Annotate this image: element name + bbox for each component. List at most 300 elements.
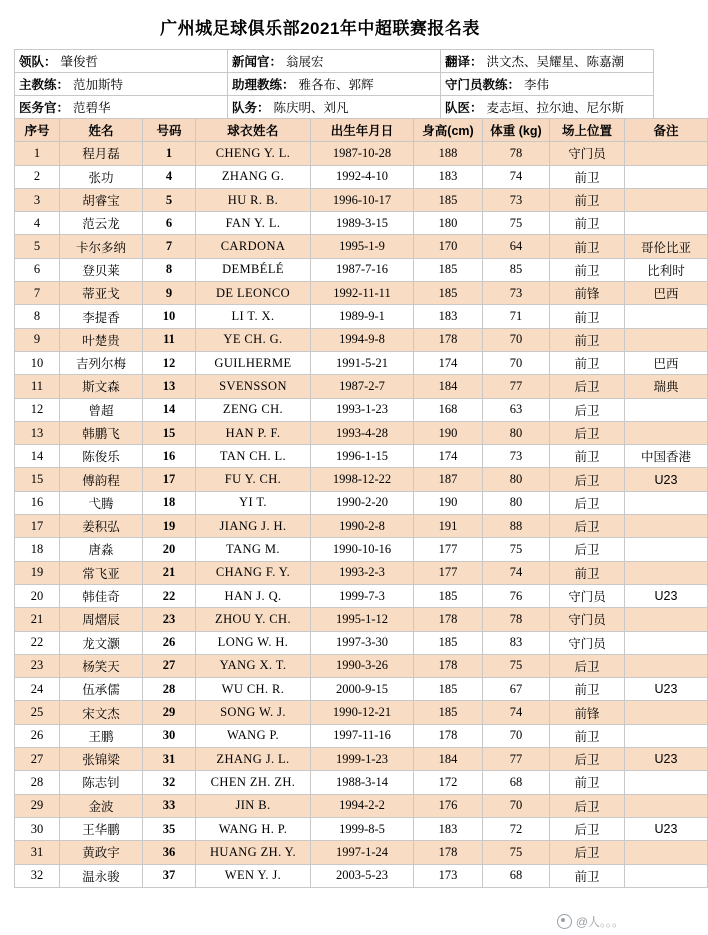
cell-name: 张功: [60, 165, 143, 188]
cell-note: U23: [625, 817, 708, 840]
staff-value: 范加斯特: [73, 78, 124, 92]
cell-number: 31: [143, 748, 196, 771]
cell-weight: 77: [483, 375, 550, 398]
cell-number: 28: [143, 678, 196, 701]
cell-note: 巴西: [625, 351, 708, 374]
cell-name: 陈俊乐: [60, 445, 143, 468]
table-row: [15, 282, 708, 305]
cell-index: 6: [15, 258, 60, 281]
staff-cell: [15, 50, 228, 73]
cell-number: 16: [143, 445, 196, 468]
table-row: [15, 771, 708, 794]
cell-weight: 76: [483, 584, 550, 607]
cell-position: 前卫: [550, 165, 625, 188]
cell-weight: 68: [483, 771, 550, 794]
table-row: [15, 212, 708, 235]
staff-value: 肇俊哲: [60, 55, 99, 69]
cell-position: 前卫: [550, 351, 625, 374]
cell-index: 12: [15, 398, 60, 421]
cell-height: 178: [414, 724, 483, 747]
roster-header-row: [15, 119, 708, 142]
table-row: [15, 142, 708, 165]
cell-position: 后卫: [550, 538, 625, 561]
cell-position: 前卫: [550, 235, 625, 258]
table-row: [15, 305, 708, 328]
cell-weight: 63: [483, 398, 550, 421]
cell-index: 17: [15, 515, 60, 538]
cell-height: 185: [414, 701, 483, 724]
cell-position: 后卫: [550, 398, 625, 421]
cell-name: 弋腾: [60, 491, 143, 514]
cell-name: 吉列尔梅: [60, 351, 143, 374]
table-row: [15, 375, 708, 398]
cell-dob: 1997-1-24: [311, 841, 414, 864]
column-header-note: 备注: [625, 119, 708, 142]
cell-position: 前锋: [550, 701, 625, 724]
cell-name: 程月磊: [60, 142, 143, 165]
cell-number: 23: [143, 608, 196, 631]
cell-number: 6: [143, 212, 196, 235]
cell-height: 172: [414, 771, 483, 794]
cell-dob: 1987-2-7: [311, 375, 414, 398]
cell-name: 登贝莱: [60, 258, 143, 281]
staff-label: 医务官：: [19, 101, 70, 115]
cell-index: 26: [15, 724, 60, 747]
cell-weight: 80: [483, 421, 550, 444]
cell-dob: 1991-5-21: [311, 351, 414, 374]
staff-cell: [15, 73, 228, 96]
cell-height: 185: [414, 631, 483, 654]
cell-number: 21: [143, 561, 196, 584]
cell-weight: 67: [483, 678, 550, 701]
cell-index: 18: [15, 538, 60, 561]
table-row: [15, 468, 708, 491]
column-header-position: 场上位置: [550, 119, 625, 142]
cell-note: 比利时: [625, 258, 708, 281]
cell-index: 7: [15, 282, 60, 305]
cell-position: 后卫: [550, 748, 625, 771]
cell-height: 168: [414, 398, 483, 421]
cell-number: 18: [143, 491, 196, 514]
table-row: [15, 421, 708, 444]
roster-table: [14, 118, 708, 888]
staff-label: 队医：: [445, 101, 483, 115]
cell-dob: 1993-2-3: [311, 561, 414, 584]
cell-position: 后卫: [550, 654, 625, 677]
cell-weight: 88: [483, 515, 550, 538]
cell-dob: 1989-9-1: [311, 305, 414, 328]
cell-shirtname: HUANG ZH. Y.: [196, 841, 311, 864]
cell-shirtname: WANG H. P.: [196, 817, 311, 840]
cell-position: 后卫: [550, 375, 625, 398]
cell-position: 前卫: [550, 188, 625, 211]
staff-label: 领队：: [19, 55, 57, 69]
cell-height: 180: [414, 212, 483, 235]
staff-cell: [441, 96, 654, 119]
cell-height: 177: [414, 561, 483, 584]
cell-name: 唐淼: [60, 538, 143, 561]
cell-index: 31: [15, 841, 60, 864]
cell-note: [625, 188, 708, 211]
cell-height: 191: [414, 515, 483, 538]
staff-value: 范碧华: [73, 101, 111, 115]
staff-cell: [441, 73, 654, 96]
cell-note: [625, 398, 708, 421]
cell-number: 5: [143, 188, 196, 211]
cell-index: 22: [15, 631, 60, 654]
cell-height: 183: [414, 165, 483, 188]
staff-value: 麦志垣、拉尔迪、尼尔斯: [486, 101, 625, 115]
cell-dob: 1992-11-11: [311, 282, 414, 305]
cell-note: 瑞典: [625, 375, 708, 398]
cell-shirtname: CARDONA: [196, 235, 311, 258]
cell-number: 32: [143, 771, 196, 794]
cell-number: 19: [143, 515, 196, 538]
cell-height: 183: [414, 305, 483, 328]
cell-index: 13: [15, 421, 60, 444]
staff-label: 守门员教练：: [445, 78, 521, 92]
cell-number: 15: [143, 421, 196, 444]
cell-dob: 1997-3-30: [311, 631, 414, 654]
cell-note: [625, 515, 708, 538]
cell-height: 187: [414, 468, 483, 491]
cell-dob: 1992-4-10: [311, 165, 414, 188]
cell-height: 185: [414, 584, 483, 607]
cell-shirtname: YANG X. T.: [196, 654, 311, 677]
cell-name: 温永骏: [60, 864, 143, 887]
cell-height: 176: [414, 794, 483, 817]
cell-weight: 74: [483, 561, 550, 584]
cell-index: 9: [15, 328, 60, 351]
staff-value: 洪文杰、吴耀星、陈嘉潮: [486, 55, 625, 69]
cell-note: U23: [625, 468, 708, 491]
cell-index: 23: [15, 654, 60, 677]
staff-value: 雅各布、郭辉: [298, 78, 374, 92]
cell-dob: 1993-4-28: [311, 421, 414, 444]
staff-label: 翻译：: [445, 55, 483, 69]
cell-index: 3: [15, 188, 60, 211]
cell-shirtname: GUILHERME: [196, 351, 311, 374]
staff-label: 主教练：: [19, 78, 70, 92]
cell-weight: 74: [483, 701, 550, 724]
cell-name: 斯文森: [60, 375, 143, 398]
table-row: [15, 165, 708, 188]
cell-weight: 80: [483, 491, 550, 514]
cell-index: 24: [15, 678, 60, 701]
cell-shirtname: TAN CH. L.: [196, 445, 311, 468]
staff-cell: [228, 96, 441, 119]
cell-number: 7: [143, 235, 196, 258]
cell-height: 184: [414, 748, 483, 771]
cell-number: 13: [143, 375, 196, 398]
cell-index: 20: [15, 584, 60, 607]
cell-note: [625, 538, 708, 561]
cell-dob: 1996-1-15: [311, 445, 414, 468]
cell-dob: 2003-5-23: [311, 864, 414, 887]
cell-height: 178: [414, 328, 483, 351]
staff-cell: [228, 50, 441, 73]
cell-shirtname: YI T.: [196, 491, 311, 514]
cell-position: 前卫: [550, 561, 625, 584]
cell-shirtname: HU R. B.: [196, 188, 311, 211]
cell-position: 前卫: [550, 445, 625, 468]
cell-height: 185: [414, 258, 483, 281]
cell-shirtname: DE LEONCO: [196, 282, 311, 305]
cell-number: 8: [143, 258, 196, 281]
cell-number: 35: [143, 817, 196, 840]
cell-dob: 1990-2-8: [311, 515, 414, 538]
cell-name: 周熠辰: [60, 608, 143, 631]
cell-number: 29: [143, 701, 196, 724]
cell-index: 5: [15, 235, 60, 258]
cell-position: 前卫: [550, 328, 625, 351]
table-row: [15, 817, 708, 840]
column-header-number: 号码: [143, 119, 196, 142]
cell-note: [625, 701, 708, 724]
cell-index: 19: [15, 561, 60, 584]
table-row: [15, 235, 708, 258]
cell-note: 哥伦比亚: [625, 235, 708, 258]
cell-note: [625, 142, 708, 165]
cell-name: 王鹏: [60, 724, 143, 747]
table-row: [15, 351, 708, 374]
table-row: [15, 678, 708, 701]
cell-weight: 77: [483, 748, 550, 771]
cell-position: 前卫: [550, 864, 625, 887]
cell-name: 胡睿宝: [60, 188, 143, 211]
cell-note: [625, 631, 708, 654]
cell-index: 14: [15, 445, 60, 468]
cell-weight: 70: [483, 724, 550, 747]
cell-name: 姜积弘: [60, 515, 143, 538]
cell-dob: 1995-1-12: [311, 608, 414, 631]
cell-number: 33: [143, 794, 196, 817]
cell-number: 22: [143, 584, 196, 607]
table-row: [15, 608, 708, 631]
cell-note: [625, 328, 708, 351]
table-row: [15, 841, 708, 864]
cell-position: 前卫: [550, 724, 625, 747]
cell-weight: 75: [483, 841, 550, 864]
cell-shirtname: CHEN ZH. ZH.: [196, 771, 311, 794]
cell-name: 韩鹏飞: [60, 421, 143, 444]
cell-name: 张锦梁: [60, 748, 143, 771]
cell-shirtname: WU CH. R.: [196, 678, 311, 701]
roster-header: [15, 119, 708, 142]
cell-note: U23: [625, 584, 708, 607]
roster-body: [15, 142, 708, 888]
cell-position: 后卫: [550, 421, 625, 444]
table-row: [15, 701, 708, 724]
cell-shirtname: JIANG J. H.: [196, 515, 311, 538]
table-row: [15, 328, 708, 351]
cell-note: [625, 165, 708, 188]
staff-value: 陈庆明、刘凡: [273, 101, 349, 115]
table-row: [15, 258, 708, 281]
cell-dob: 1990-10-16: [311, 538, 414, 561]
cell-weight: 85: [483, 258, 550, 281]
column-header-dob: 出生年月日: [311, 119, 414, 142]
cell-shirtname: TANG M.: [196, 538, 311, 561]
cell-height: 174: [414, 445, 483, 468]
cell-weight: 72: [483, 817, 550, 840]
cell-shirtname: YE CH. G.: [196, 328, 311, 351]
staff-cell: [15, 96, 228, 119]
table-row: [15, 654, 708, 677]
staff-cell: [441, 50, 654, 73]
cell-height: 184: [414, 375, 483, 398]
cell-position: 守门员: [550, 631, 625, 654]
cell-index: 16: [15, 491, 60, 514]
cell-note: [625, 724, 708, 747]
cell-shirtname: CHANG F. Y.: [196, 561, 311, 584]
cell-weight: 70: [483, 351, 550, 374]
cell-shirtname: JIN B.: [196, 794, 311, 817]
cell-name: 常飞亚: [60, 561, 143, 584]
staff-table: [14, 49, 654, 119]
cell-index: 30: [15, 817, 60, 840]
table-row: [15, 398, 708, 421]
cell-weight: 70: [483, 794, 550, 817]
cell-name: 陈志钊: [60, 771, 143, 794]
table-row: [15, 631, 708, 654]
cell-shirtname: HAN P. F.: [196, 421, 311, 444]
cell-name: 金波: [60, 794, 143, 817]
cell-height: 185: [414, 282, 483, 305]
cell-dob: 1999-1-23: [311, 748, 414, 771]
cell-index: 27: [15, 748, 60, 771]
table-row: [15, 538, 708, 561]
cell-position: 后卫: [550, 817, 625, 840]
cell-position: 前锋: [550, 282, 625, 305]
cell-note: 中国香港: [625, 445, 708, 468]
cell-dob: 1988-3-14: [311, 771, 414, 794]
cell-height: 190: [414, 421, 483, 444]
cell-index: 4: [15, 212, 60, 235]
cell-height: 185: [414, 188, 483, 211]
cell-position: 后卫: [550, 468, 625, 491]
cell-note: [625, 421, 708, 444]
cell-weight: 78: [483, 608, 550, 631]
cell-note: [625, 491, 708, 514]
page-title: 广州城足球俱乐部2021年中超联赛报名表: [160, 19, 480, 38]
cell-index: 29: [15, 794, 60, 817]
cell-shirtname: ZENG CH.: [196, 398, 311, 421]
cell-position: 后卫: [550, 841, 625, 864]
cell-weight: 75: [483, 654, 550, 677]
cell-name: 王华鹏: [60, 817, 143, 840]
table-row: [15, 794, 708, 817]
cell-height: 178: [414, 841, 483, 864]
cell-position: 前卫: [550, 305, 625, 328]
table-row: [15, 561, 708, 584]
cell-dob: 1989-3-15: [311, 212, 414, 235]
cell-index: 21: [15, 608, 60, 631]
staff-table-body: [15, 50, 654, 119]
table-row: [15, 748, 708, 771]
cell-name: 曾超: [60, 398, 143, 421]
cell-number: 30: [143, 724, 196, 747]
cell-dob: 1999-8-5: [311, 817, 414, 840]
table-row: [15, 515, 708, 538]
staff-row: [15, 96, 654, 119]
cell-position: 后卫: [550, 491, 625, 514]
cell-weight: 73: [483, 188, 550, 211]
cell-weight: 75: [483, 538, 550, 561]
cell-note: 巴西: [625, 282, 708, 305]
cell-name: 宋文杰: [60, 701, 143, 724]
table-row: [15, 445, 708, 468]
cell-note: U23: [625, 678, 708, 701]
cell-height: 170: [414, 235, 483, 258]
cell-dob: 1987-7-16: [311, 258, 414, 281]
cell-dob: 1999-7-3: [311, 584, 414, 607]
cell-dob: 1993-1-23: [311, 398, 414, 421]
cell-name: 龙文灏: [60, 631, 143, 654]
cell-dob: 1987-10-28: [311, 142, 414, 165]
cell-note: U23: [625, 748, 708, 771]
cell-number: 17: [143, 468, 196, 491]
cell-index: 25: [15, 701, 60, 724]
cell-shirtname: ZHANG J. L.: [196, 748, 311, 771]
cell-dob: 1994-9-8: [311, 328, 414, 351]
cell-shirtname: SONG W. J.: [196, 701, 311, 724]
cell-shirtname: SVENSSON: [196, 375, 311, 398]
cell-note: [625, 608, 708, 631]
column-header-height: 身高(cm): [414, 119, 483, 142]
cell-name: 伍承儒: [60, 678, 143, 701]
cell-number: 37: [143, 864, 196, 887]
cell-position: 守门员: [550, 584, 625, 607]
cell-index: 15: [15, 468, 60, 491]
table-row: [15, 864, 708, 887]
cell-number: 12: [143, 351, 196, 374]
table-row: [15, 584, 708, 607]
cell-position: 守门员: [550, 142, 625, 165]
cell-number: 14: [143, 398, 196, 421]
cell-note: [625, 561, 708, 584]
cell-height: 188: [414, 142, 483, 165]
cell-weight: 78: [483, 142, 550, 165]
cell-number: 11: [143, 328, 196, 351]
cell-note: [625, 654, 708, 677]
cell-shirtname: FAN Y. L.: [196, 212, 311, 235]
column-header-shirtname: 球衣姓名: [196, 119, 311, 142]
cell-weight: 68: [483, 864, 550, 887]
cell-height: 173: [414, 864, 483, 887]
cell-weight: 73: [483, 445, 550, 468]
cell-weight: 70: [483, 328, 550, 351]
cell-weight: 75: [483, 212, 550, 235]
staff-value: 翁展宏: [286, 55, 324, 69]
cell-name: 傅韵程: [60, 468, 143, 491]
cell-position: 前卫: [550, 678, 625, 701]
cell-number: 20: [143, 538, 196, 561]
cell-height: 185: [414, 678, 483, 701]
cell-weight: 73: [483, 282, 550, 305]
cell-name: 黄政宇: [60, 841, 143, 864]
cell-shirtname: ZHANG G.: [196, 165, 311, 188]
cell-weight: 71: [483, 305, 550, 328]
cell-position: 后卫: [550, 794, 625, 817]
cell-index: 10: [15, 351, 60, 374]
cell-index: 32: [15, 864, 60, 887]
cell-name: 李提香: [60, 305, 143, 328]
cell-index: 28: [15, 771, 60, 794]
cell-height: 190: [414, 491, 483, 514]
cell-weight: 64: [483, 235, 550, 258]
cell-weight: 74: [483, 165, 550, 188]
